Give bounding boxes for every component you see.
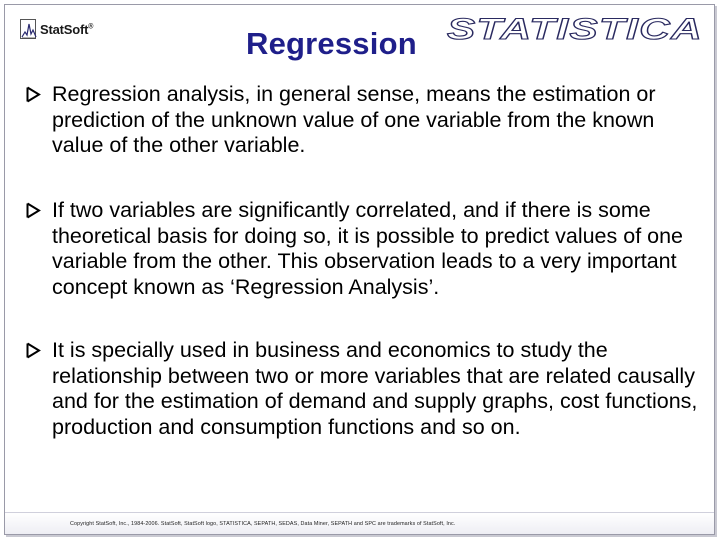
- arrow-bullet-icon: [26, 338, 52, 364]
- slide-title: Regression: [246, 26, 417, 61]
- statsoft-logo: [20, 18, 93, 40]
- arrow-bullet-icon: [26, 82, 52, 108]
- statistica-wordmark: [444, 12, 706, 46]
- footer-copyright: Copyright StatSoft, Inc., 1984-2006. StatSoft, StatSoft logo, STATISTICA, SEPATH, SEDAS, Data Miner, SEPATH and SPC are trademarks of StatSoft, Inc.: [70, 521, 456, 527]
- bullet-item: [26, 198, 706, 300]
- bullet-text: It is specially used in business and economics to study the relationship between two or more variables that are related causally and for the estimation of demand and supply graphs, cost functions, production and consumption functions and so on.: [52, 338, 698, 439]
- statsoft-logo-text: StatSoft®: [40, 21, 94, 37]
- bullet-item: [26, 338, 706, 440]
- arrow-bullet-icon: [26, 198, 52, 224]
- bullet-text: If two variables are significantly correlated, and if there is some theoretical basis for doing so, it is possible to predict values of one variable from the other. This observation leads to a very important concept known as ‘Regression Analysis’.: [52, 198, 684, 299]
- statsoft-logo-icon: [20, 19, 36, 39]
- statistica-wordmark-text: STATISTICA: [447, 13, 703, 46]
- bullet-text: Regression analysis, in general sense, means the estimation or prediction of the unknown value of one variable from the known value of the other variable.: [52, 82, 656, 157]
- bullet-item: [26, 82, 706, 159]
